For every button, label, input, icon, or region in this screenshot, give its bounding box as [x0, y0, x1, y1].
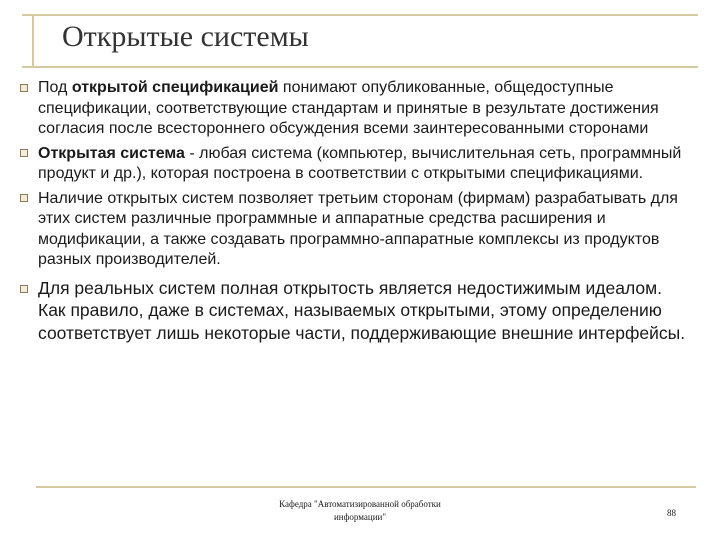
- bullet-square-icon: [20, 78, 38, 99]
- paragraph-4-text: Для реальных систем полная открытость является недостижимым идеалом. Как правило, даже в системах, называемых открытыми, этому определению соответствует лишь некоторые части, поддерживающие внешние интерфейсы.: [38, 277, 686, 343]
- footer-department-line-2: информации": [333, 512, 387, 522]
- footer-department: [240, 498, 480, 524]
- title-bottom-rule: [22, 66, 698, 68]
- paragraph-open-specification: [20, 78, 692, 140]
- page-number: 88: [667, 508, 676, 518]
- paragraph-1-text: понимают опубликованные, общедоступные спецификации, соответствующие стандартам и принятые в результате достижения согласия после всестороннего обсуждения всеми заинтересованными сторонами: [38, 79, 659, 137]
- footer-department-line-1: Кафедра "Автоматизированной обработки: [279, 499, 441, 509]
- paragraph-third-parties: [20, 189, 692, 271]
- slide-title: Открытые системы: [62, 20, 309, 53]
- footer-rule: [36, 486, 696, 488]
- paragraph-1-prefix: Под: [38, 79, 72, 96]
- paragraph-2-text: - любая система (компьютер, вычислительная сеть, программный продукт и др.), которая построена в соответствии с открытыми спецификациями.: [38, 144, 682, 182]
- bullet-square-icon: [20, 277, 38, 300]
- paragraph-real-systems: [20, 277, 692, 345]
- title-top-rule: [22, 14, 698, 16]
- paragraph-open-system: [20, 144, 692, 185]
- bullet-square-icon: [20, 144, 38, 165]
- paragraph-2-term: Открытая система: [38, 144, 185, 162]
- title-left-rule: [32, 14, 34, 66]
- paragraph-3-text: Наличие открытых систем позволяет третьим сторонам (фирмам) разрабатывать для этих систем различные программные и аппаратные средства расширения и модификации, а также создавать программно-аппаратные комплексы из продуктов разных производителей.: [38, 189, 678, 268]
- slide-body: [20, 78, 692, 348]
- bullet-square-icon: [20, 189, 38, 210]
- paragraph-1-term: открытой спецификацией: [71, 79, 279, 96]
